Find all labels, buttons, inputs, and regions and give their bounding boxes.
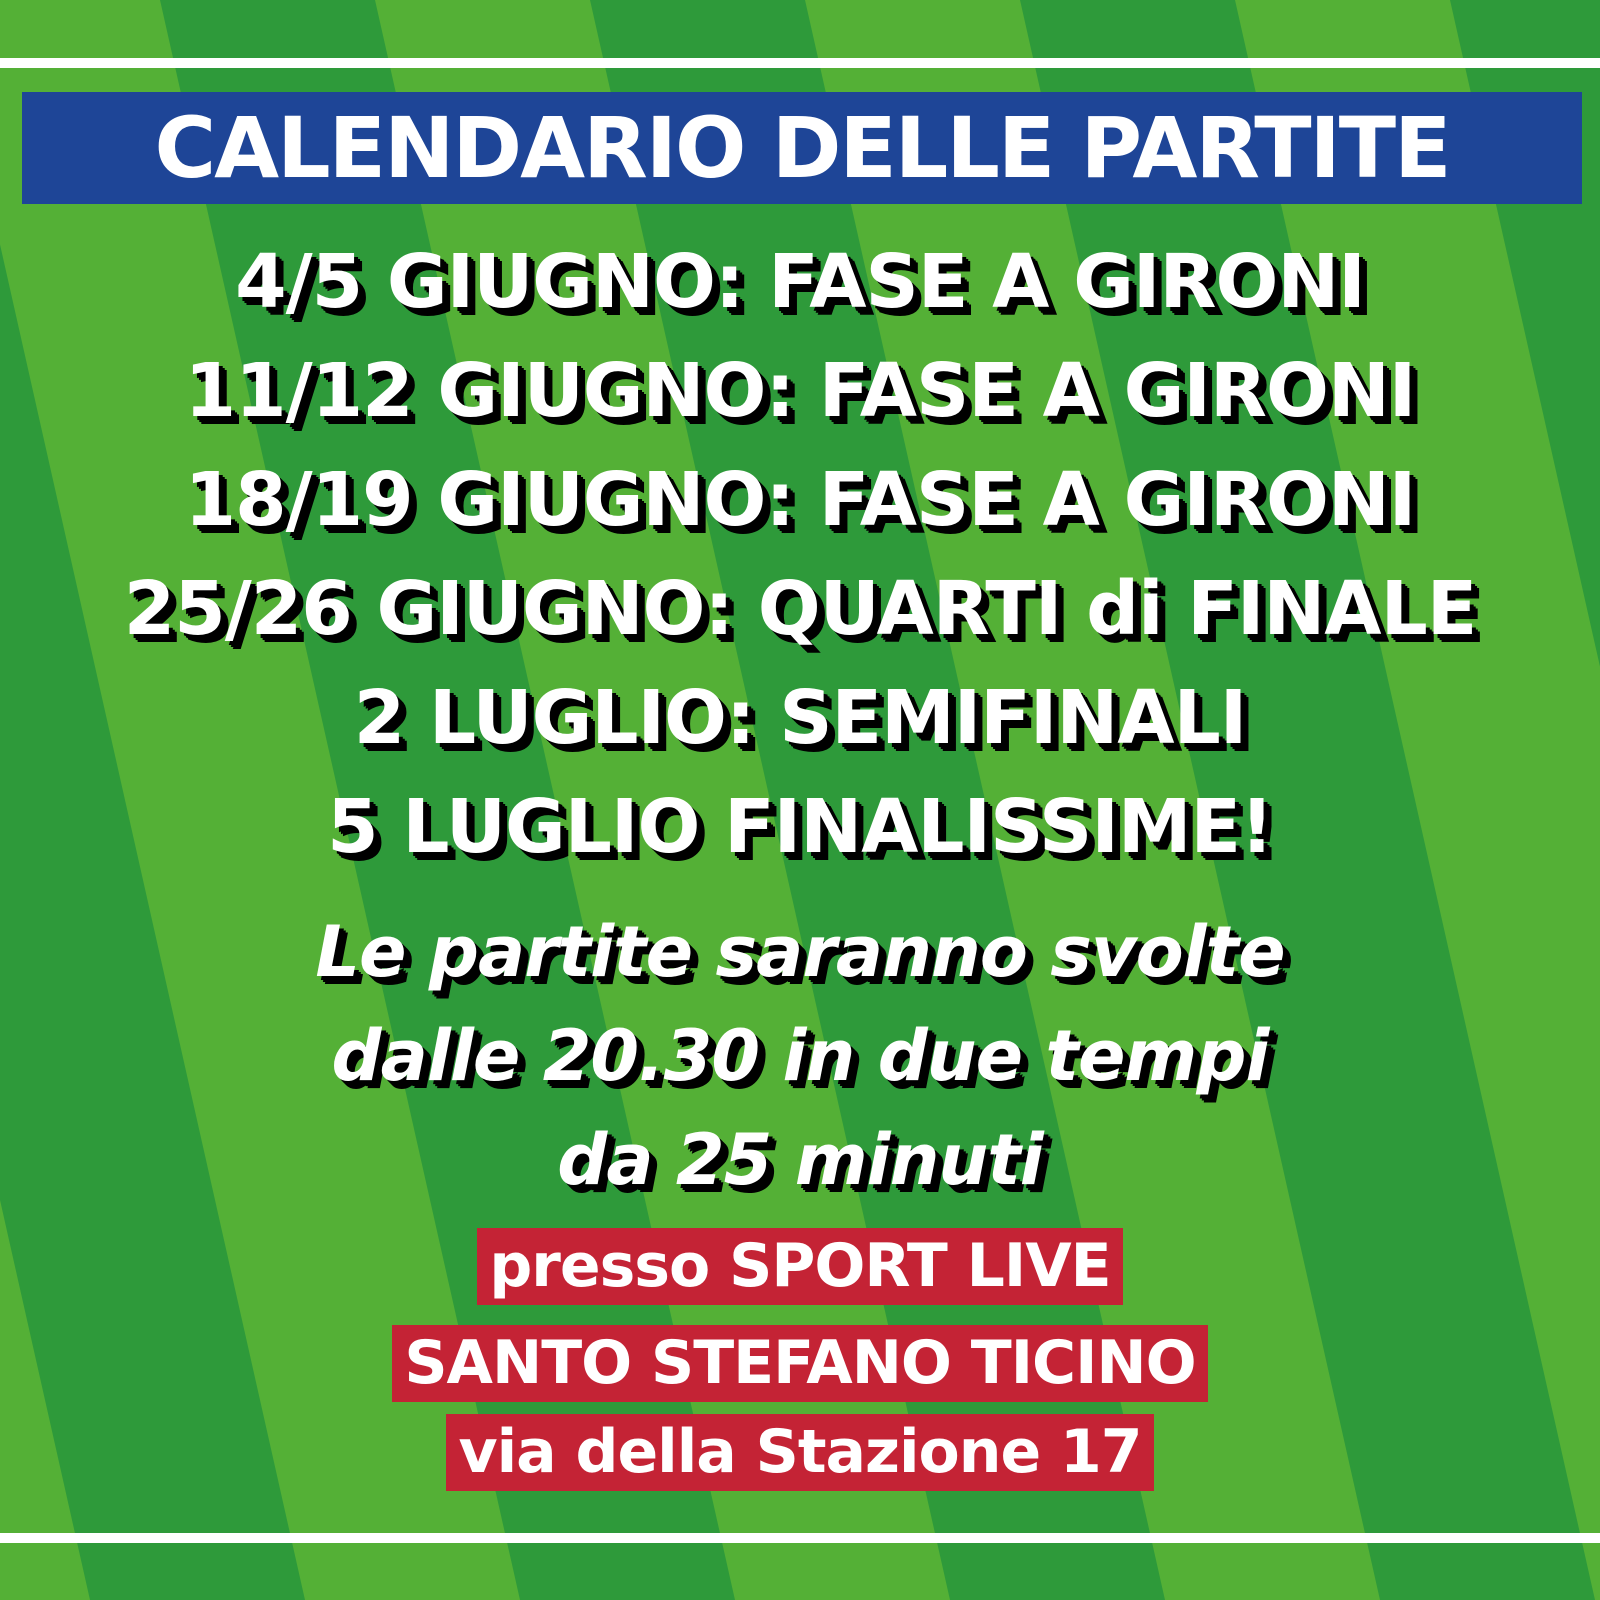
schedule-row-quarter-finals: 25/26 GIUGNO: QUARTI di FINALE [123, 566, 1477, 652]
venue-name: presso SPORT LIVE [477, 1228, 1122, 1305]
title-banner [22, 92, 1582, 204]
schedule-row-group-stage-3: 18/19 GIUGNO: FASE A GIRONI [184, 457, 1416, 543]
schedule-row-group-stage-2: 11/12 GIUGNO: FASE A GIRONI [184, 348, 1416, 434]
venue-address: via della Stazione 17 [446, 1414, 1153, 1491]
schedule-row-group-stage-1: 4/5 GIUGNO: FASE A GIRONI [235, 239, 1365, 325]
venue-row [0, 1414, 1600, 1491]
venue-row [0, 1325, 1600, 1402]
venue-town: SANTO STEFANO TICINO [392, 1325, 1207, 1402]
schedule-row-finals: 5 LUGLIO FINALISSIME! [327, 784, 1273, 870]
top-field-line [0, 58, 1600, 68]
schedule-row-semi-finals: 2 LUGLIO: SEMIFINALI [353, 675, 1247, 761]
note-line: dalle 20.30 in due tempi [331, 1015, 1269, 1097]
page-title: CALENDARIO DELLE PARTITE [154, 99, 1450, 197]
bottom-field-line [0, 1533, 1600, 1543]
note-line: da 25 minuti [557, 1119, 1043, 1201]
venue-row [0, 1228, 1600, 1305]
note-line: Le partite saranno svolte [315, 911, 1285, 993]
match-info-note [0, 900, 1600, 1212]
match-schedule [0, 228, 1600, 882]
